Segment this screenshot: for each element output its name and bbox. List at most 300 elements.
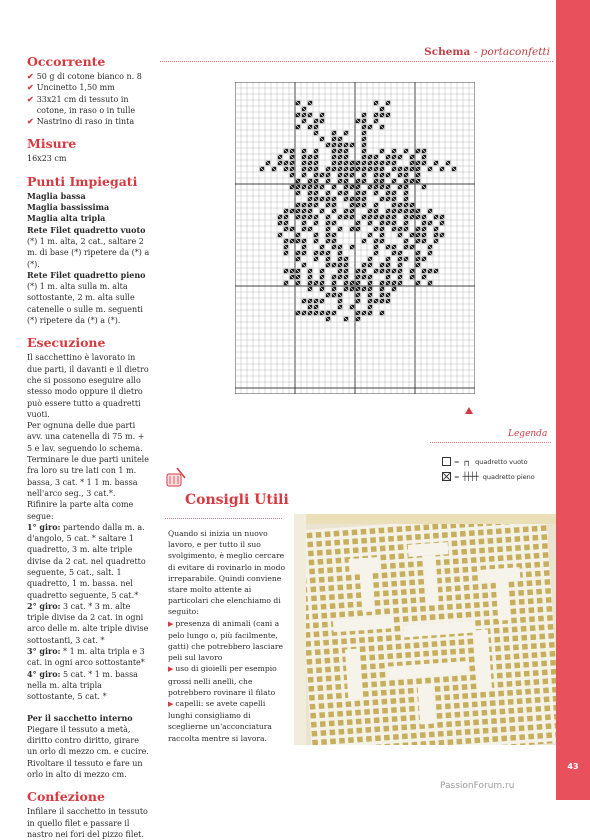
filled-square [362,239,366,243]
filled-square [368,305,372,309]
filled-square [380,167,384,171]
filled-square [314,281,318,285]
filled-square [314,179,318,183]
filled-square [296,311,300,315]
filled-square [374,101,378,105]
filled-square [332,221,336,225]
filled-square [392,281,396,285]
filled-square [296,275,300,279]
filled-square [404,221,408,225]
filled-square [338,293,342,297]
filled-square [344,209,348,213]
filled-square [308,179,312,183]
filled-square [362,287,366,291]
filled-square [350,143,354,147]
filled-square [344,269,348,273]
round-1: 1° giro: partendo dalla m. a. d'angolo, 5 cat. * saltare 1 quadretto, 3 m. alte triple divise da 2 cat. nel quadretto seguente, 5 cat., salt. 1 quadretto, 1 m. bassa. nel quadretto seguente, 5 cat.* [27,521,146,600]
filled-square [380,215,384,219]
filled-square [332,263,336,267]
filled-square [428,251,432,255]
filled-square [410,209,414,213]
filled-square [320,275,324,279]
filled-square [392,179,396,183]
filled-square [314,191,318,195]
filled-square [278,161,282,165]
consigli-divider [165,518,282,519]
filled-square [290,161,294,165]
filled-square [398,185,402,189]
filled-square [302,155,306,159]
filled-square [398,167,402,171]
filled-square [368,287,372,291]
filled-square [308,167,312,171]
arrow-right-icon: ▶ [168,665,174,674]
filled-square [356,179,360,183]
filled-square [314,197,318,201]
filled-square [428,167,432,171]
filled-square [428,245,432,249]
filled-square [284,149,288,153]
filled-square [314,131,318,135]
filled-square [404,245,408,249]
filled-square [380,263,384,267]
filled-square [290,167,294,171]
filled-square [302,251,306,255]
filled-square [428,221,432,225]
filled-square [368,155,372,159]
filled-square [416,167,420,171]
filled-square [362,173,366,177]
filled-square [416,233,420,237]
filled-square [374,245,378,249]
filled-square [416,173,420,177]
filled-square [308,191,312,195]
filled-square [386,215,390,219]
filled-square [302,119,306,123]
filled-square [398,209,402,213]
filled-square [320,137,324,141]
filled-square [386,191,390,195]
filled-square [386,221,390,225]
filled-square [440,221,444,225]
filled-square [320,209,324,213]
filled-square [344,149,348,153]
filled-square [314,239,318,243]
filled-square [332,311,336,315]
filled-square [410,179,414,183]
filled-square [302,167,306,171]
filled-square [374,215,378,219]
filled-square [278,221,282,225]
filled-square [344,263,348,267]
filled-square [392,287,396,291]
filled-square [356,119,360,123]
filled-square [338,179,342,183]
filled-square [314,155,318,159]
filled-square [302,311,306,315]
filled-square [404,149,408,153]
filled-square [380,149,384,153]
round-2: 2° giro: 3 cat. * 3 m. alte triple divise da 2 cat. in ogni arco delle m. alte triple divise sottostanti, 3 cat. * [27,600,149,645]
misure-title: Misure [27,136,77,152]
filled-square [398,155,402,159]
filled-square [338,299,342,303]
filled-square [362,203,366,207]
filled-square [314,215,318,219]
filled-square [386,101,390,105]
filled-square [278,155,282,159]
filled-square [296,269,300,273]
filled-square [308,299,312,303]
filled-square [368,221,372,225]
paragraph: Il sacchettino è lavorato in due parti, il davanti e il dietro che si possono eseguire allo stesso modo oppure il dietro può essere tutto a quadretti vuoti. [27,353,149,419]
filled-square [356,161,360,165]
filled-square [308,155,312,159]
filled-square [416,179,420,183]
filled-square [344,281,348,285]
punti-title: Punti Impiegati [27,173,138,189]
filled-square [368,299,372,303]
filled-square [338,155,342,159]
consigli-body [168,528,286,744]
filled-square [332,281,336,285]
occorrente-title: Occorrente [27,54,106,69]
filled-square [356,185,360,189]
paragraph: Rivoltare il tessuto e fare un orlo in alto di mezzo cm. [27,758,143,780]
interno-title: Per il sacchetto interno [27,712,133,723]
filled-square [302,239,306,243]
filled-square [320,299,324,303]
filled-square [344,155,348,159]
stitch-name: Maglia bassissima [27,202,110,213]
filled-square [338,167,342,171]
filled-square [350,173,354,177]
filled-square [302,263,306,267]
filled-square [386,281,390,285]
esecuzione-title: Esecuzione [27,335,106,351]
filled-square [404,203,408,207]
filled-square [356,281,360,285]
crochet-hook-icon [165,466,187,488]
filled-square [308,203,312,207]
filled-square [290,173,294,177]
filled-square [380,281,384,285]
filled-square [308,101,312,105]
filled-square [362,161,366,165]
filled-square [302,209,306,213]
filled-square [440,215,444,219]
schema-header: Schema - portaconfetti [424,46,550,58]
filled-square [344,167,348,171]
filled-square [344,287,348,291]
filled-square [356,203,360,207]
filled-square [326,143,330,147]
filled-square [416,227,420,231]
filled-square [362,119,366,123]
filled-square [416,209,420,213]
filled-square [356,227,360,231]
filled-square [362,215,366,219]
consigli-title: Consigli Utili [185,492,289,508]
filled-square [284,167,288,171]
filled-square [314,305,318,309]
filled-square [434,269,438,273]
filled-square [404,173,408,177]
filled-square [308,197,312,201]
filled-square [386,173,390,177]
filled-square [398,257,402,261]
filled-square [410,203,414,207]
filled-square [422,275,426,279]
filled-square-icon [442,472,451,481]
filled-square [368,293,372,297]
filled-square [314,251,318,255]
filled-square [302,149,306,153]
filled-square [392,215,396,219]
filled-square [398,251,402,255]
filled-square [350,161,354,165]
filled-square [338,137,342,141]
filled-square [362,137,366,141]
filled-square [380,161,384,165]
filled-square [386,263,390,267]
stitch-symbol: ┌┐ [462,457,471,466]
filled-square [356,197,360,201]
filled-square [266,161,270,165]
filled-square [386,269,390,273]
filled-square [380,239,384,243]
filled-square [374,269,378,273]
filled-square [422,257,426,261]
filled-square [284,227,288,231]
filled-square [362,155,366,159]
filled-square [320,197,324,201]
filled-square [374,191,378,195]
filled-square [338,143,342,147]
tip-item: ▶ presenza di animali (cani a pelo lungo o, più facilmente, gatti) che potrebbero lasciare peli sul lavoro [168,618,283,663]
filled-square [296,239,300,243]
empty-square-icon [442,457,451,466]
filled-square [392,221,396,225]
filled-square [380,293,384,297]
filled-square [338,245,342,249]
filled-square [332,197,336,201]
filled-square [410,245,414,249]
stitch-name: Maglia alta tripla [27,213,106,224]
filled-square [308,185,312,189]
filled-square [290,227,294,231]
filled-square [338,227,342,231]
filled-square [314,149,318,153]
filled-square [416,149,420,153]
filled-square [308,275,312,279]
filled-square [314,233,318,237]
filled-square [284,239,288,243]
filled-square [410,155,414,159]
stitch-symbol: ┼┼┼┼ [462,472,478,481]
filled-square [320,113,324,117]
filled-square [380,125,384,129]
paragraph: Piegare il tessuto a metà, diritto contro diritto, girare un orlo di mezzo cm. e cucire. [27,724,149,757]
filled-square [368,185,372,189]
filled-square [332,233,336,237]
filled-square [284,269,288,273]
filled-square [296,191,300,195]
filled-square [296,233,300,237]
filled-square [344,257,348,261]
filled-square [326,173,330,177]
filled-square [368,311,372,315]
filled-square [314,299,318,303]
filled-square [368,263,372,267]
filled-square [308,209,312,213]
left-column [27,54,151,840]
filled-square [326,239,330,243]
filled-square [380,221,384,225]
filled-square [350,227,354,231]
tip-item: ▶ uso di gioielli per esempio grossi nelli anelli, che potrebbero rovinare il filato [168,664,277,697]
filled-square [284,209,288,213]
filled-square [374,161,378,165]
filled-square [368,233,372,237]
filled-square [326,251,330,255]
filled-square [350,185,354,189]
filled-square [392,161,396,165]
lace-photo [294,514,556,745]
filled-square [320,185,324,189]
filled-square [290,275,294,279]
filled-square [386,257,390,261]
filled-square [332,131,336,135]
round-3: 3° giro: * 1 m. alta tripla e 3 cat. in ogni arco sottostante* [27,646,145,668]
filled-square [386,293,390,297]
paragraph: Rifinire la parte alta come segue: [27,500,134,521]
filled-square [362,113,366,117]
confezione-text: Infilare il sacchetto in tessuto in quello filet e passare il nastro nei fori del pizzo filet. [27,807,148,839]
list-item: ✔ 50 g di cotone bianco n. 8 [27,71,142,81]
filled-square [326,293,330,297]
filled-square [434,233,438,237]
filled-square [332,185,336,189]
filled-square [308,215,312,219]
misure-value: 16x23 cm [27,154,67,164]
filled-square [326,233,330,237]
filled-square [434,215,438,219]
filled-square [374,299,378,303]
filled-square [290,209,294,213]
filled-square [284,245,288,249]
filled-square [362,179,366,183]
filled-square [350,203,354,207]
filled-square [326,317,330,321]
filled-square [416,263,420,267]
filled-square [338,269,342,273]
filled-square [356,293,360,297]
filled-square [332,143,336,147]
filled-square [302,203,306,207]
filled-square [374,167,378,171]
filled-square [302,113,306,117]
filled-square [386,113,390,117]
legend-item-empty: = ┌┐ quadretto vuoto [442,457,528,466]
filled-square [296,185,300,189]
filled-square [362,269,366,273]
filled-square [290,155,294,159]
filled-square [344,197,348,201]
filled-square [434,227,438,231]
page-edge-band [556,0,590,800]
filled-square [368,215,372,219]
filled-square [374,179,378,183]
round-4: 4° giro: 5 cat. * 1 m. bassa nella m. alta tripla sottostante, 5 cat. * [27,668,138,702]
filled-square [392,149,396,153]
filled-square [380,185,384,189]
filled-square [284,215,288,219]
confezione-title: Confezione [27,789,105,805]
crochet-lace-image [294,514,556,745]
filled-square [356,311,360,315]
filled-square [422,269,426,273]
filled-square [308,113,312,117]
filled-square [416,215,420,219]
filled-square [320,287,324,291]
filled-square [374,113,378,117]
filled-square [410,167,414,171]
filled-square [296,203,300,207]
filled-square [374,227,378,231]
filled-square [344,275,348,279]
filled-square [296,209,300,213]
filled-square [320,173,324,177]
check-icon: ✔ [27,71,34,81]
filled-square [308,311,312,315]
filled-square [332,137,336,141]
filled-square [380,233,384,237]
filled-square [398,233,402,237]
filled-square [368,167,372,171]
filled-square [404,257,408,261]
filled-square [332,161,336,165]
filled-square [362,275,366,279]
filled-square [284,221,288,225]
page-number: 43 [567,762,579,771]
filled-square [296,101,300,105]
filled-square [404,227,408,231]
filled-square [422,155,426,159]
filled-square [368,161,372,165]
filled-square [380,287,384,291]
filled-square [314,221,318,225]
filled-square [320,119,324,123]
filled-square [338,149,342,153]
filled-square [344,143,348,147]
filled-square [314,125,318,129]
filled-square [410,215,414,219]
filled-square [314,167,318,171]
filled-square [296,251,300,255]
filled-square [320,311,324,315]
filled-square [428,269,432,273]
filled-square [308,125,312,129]
legend-divider [430,442,551,443]
filled-square [380,311,384,315]
filled-square [374,185,378,189]
header-divider [160,61,553,62]
filled-square [380,173,384,177]
filled-square [326,257,330,261]
filled-square [356,317,360,321]
filled-square [326,221,330,225]
